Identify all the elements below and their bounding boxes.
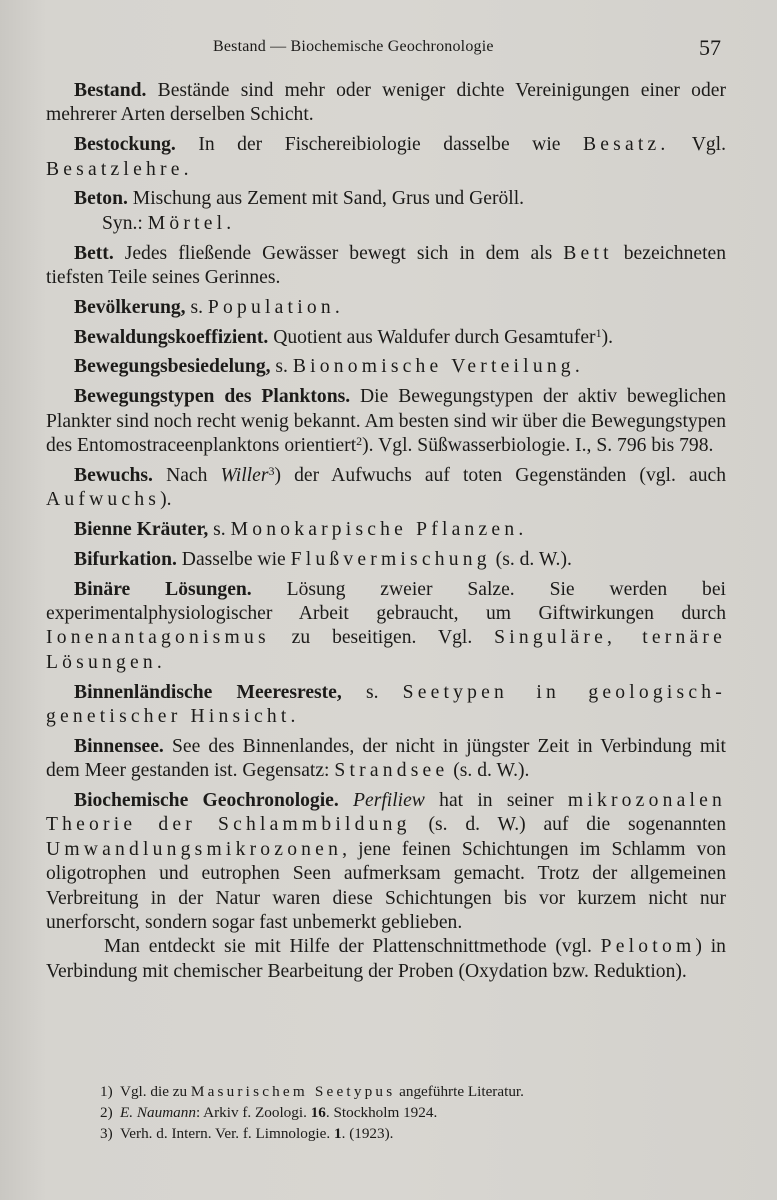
entry-bestand bbox=[46, 79, 726, 128]
definition: Man entdeckt sie mit Hilfe der Plattenschnittmethode (vgl. bbox=[104, 936, 601, 958]
definition: . bbox=[290, 706, 296, 728]
entry-binnensee bbox=[46, 735, 726, 784]
footnote-mark: 1) bbox=[100, 1083, 113, 1100]
definition: Lösung zweier Salze. Sie werden bei experimentalphysiologischer Arbeit gebraucht, um Giftwirkungen durch bbox=[46, 578, 726, 625]
footnote-text: . (1923). bbox=[341, 1125, 394, 1142]
lemma: Bett. bbox=[74, 242, 114, 264]
definition: s. bbox=[341, 681, 403, 703]
lemma: Binäre Lösungen. bbox=[74, 578, 252, 600]
definition: Bestände sind mehr oder weniger dichte Vereinigungen einer oder mehrerer Arten derselben Schicht. bbox=[46, 80, 726, 126]
cross-reference: Ionenantagonismus bbox=[46, 627, 270, 649]
lemma: Bewegungstypen des Planktons. bbox=[74, 386, 351, 408]
definition: . bbox=[226, 212, 232, 234]
definition: s. bbox=[208, 519, 231, 541]
lemma: Bestockung. bbox=[74, 134, 176, 156]
entry-bewegungstypen bbox=[46, 385, 726, 458]
footnote-mark: 2) bbox=[100, 1104, 113, 1121]
entry-beton bbox=[46, 187, 726, 236]
definition: hat in seiner bbox=[424, 790, 568, 812]
entry-bewegungsbesiedelung bbox=[46, 355, 726, 379]
definition: ). Vgl. Süßwasserbiologie. I., S. 796 bis 798. bbox=[362, 435, 714, 457]
page-header bbox=[0, 35, 777, 64]
author-name: Willer bbox=[220, 464, 269, 486]
volume-number: 1 bbox=[334, 1125, 342, 1142]
definition: Quotient aus Waldufer durch Gesamtufer bbox=[268, 326, 596, 348]
footnote bbox=[100, 1123, 740, 1144]
footnote-text: . Stockholm 1924. bbox=[325, 1104, 438, 1121]
lemma: Bifurkation. bbox=[74, 548, 177, 570]
definition: (s. d. W.). bbox=[448, 760, 530, 782]
footnote-text: Verh. d. Intern. Ver. f. Limnologie. bbox=[120, 1125, 334, 1142]
footnote bbox=[100, 1081, 740, 1102]
cross-reference: Aufwuchs bbox=[46, 489, 161, 511]
entry-bestockung bbox=[46, 133, 726, 182]
definition: See des Binnenlandes, der nicht in jüngster Zeit in Verbindung mit dem Meer gestanden ist. Gegensatz: bbox=[46, 735, 726, 782]
author-name: Perfiliew bbox=[353, 790, 425, 812]
cross-reference: Besatz. bbox=[583, 134, 670, 156]
definition: ). bbox=[160, 489, 172, 511]
definition: . bbox=[518, 519, 524, 541]
entry-bevoelkerung bbox=[46, 296, 726, 320]
footnote-text: Vgl. die zu bbox=[120, 1083, 191, 1100]
lemma: Binnensee. bbox=[74, 735, 164, 757]
entry-bewaldungskoeffizient bbox=[46, 326, 726, 350]
author-name: E. Naumann bbox=[120, 1104, 196, 1121]
lemma: Bienne Kräuter, bbox=[74, 519, 209, 541]
cross-reference: Masurischem Seetypus bbox=[190, 1083, 396, 1100]
entry-bett bbox=[46, 242, 726, 291]
footnote-ref: 3 bbox=[268, 463, 275, 478]
entry-binnenlaendische-meeresreste bbox=[46, 681, 726, 730]
cross-reference: Flußvermischung bbox=[290, 548, 491, 570]
definition: Mischung aus Zement mit Sand, Grus und Geröll. bbox=[127, 188, 525, 210]
entry-binaere-loesungen bbox=[46, 578, 726, 676]
definition: s. bbox=[270, 356, 293, 378]
cross-reference: Bett bbox=[563, 242, 613, 264]
footnote bbox=[100, 1102, 740, 1123]
cross-reference: Umwandlungsmikrozonen bbox=[46, 838, 343, 860]
cross-reference: Singuläre, ternäre Lösungen bbox=[46, 627, 727, 673]
cross-reference: mikrozonalen Theorie der Schlammbildung bbox=[46, 790, 727, 836]
definition: In der Fischereibiologie dasselbe wie bbox=[175, 134, 583, 156]
definition bbox=[339, 790, 353, 811]
lemma: Bewegungsbesiedelung, bbox=[74, 356, 271, 378]
definition: (s. d. W.). bbox=[490, 548, 572, 570]
cross-reference: Bionomische Verteilung bbox=[292, 356, 575, 378]
definition: , jene feinen Schichtungen im Schlamm von oligotrophen und eutrophen Seen aufmerksam gemacht. Trotz der allgemeinen Verbreitung in der Natur waren diese Schichtungen bis vor kurzem nicht nur unerforscht, sondern sogar fast unbemerkt geblieben. bbox=[46, 838, 726, 934]
lemma: Bestand. bbox=[74, 80, 147, 101]
definition: Nach bbox=[152, 464, 221, 486]
entry-bifurkation bbox=[46, 548, 726, 572]
lemma: Bewaldungskoeffizient. bbox=[74, 326, 269, 348]
footnotes bbox=[100, 1081, 740, 1144]
entry-bewuchs bbox=[46, 464, 726, 513]
lemma: Binnenländische Meeresreste, bbox=[74, 681, 342, 703]
running-head: Bestand — Biochemische Geochronologie bbox=[213, 38, 494, 55]
synonym: Mörtel bbox=[147, 212, 227, 234]
footnote-text: angeführte Literatur. bbox=[395, 1083, 524, 1100]
footnote-ref: 2 bbox=[356, 434, 363, 449]
definition: Jedes fließende Gewässer bewegt sich in dem als bbox=[113, 242, 564, 264]
volume-number: 16 bbox=[310, 1104, 326, 1121]
definition: ) in Verbindung mit chemischer Bearbeitung der Proben (Oxydation bzw. Reduktion). bbox=[46, 936, 726, 982]
definition: s. bbox=[185, 296, 208, 318]
definition: ). bbox=[601, 326, 613, 348]
definition: Vgl. bbox=[669, 134, 726, 156]
definition: Dasselbe wie bbox=[176, 548, 291, 570]
footnote-mark: 3) bbox=[100, 1125, 113, 1142]
footnote-text: : Arkiv f. Zoologi. bbox=[195, 1104, 311, 1121]
lemma: Bewuchs. bbox=[74, 464, 153, 486]
lemma: Biochemische Geochronologie. bbox=[74, 790, 339, 812]
definition: ) der Aufwuchs auf toten Gegenständen (vgl. auch bbox=[274, 464, 726, 486]
definition: . bbox=[334, 296, 340, 318]
entry-biochemische-geochronologie bbox=[46, 789, 726, 984]
cross-reference: Pelotom bbox=[600, 936, 696, 958]
definition: . bbox=[183, 158, 189, 180]
cross-reference: Besatzlehre bbox=[46, 158, 184, 180]
definition: (s. d. W.) auf die sogenannten bbox=[410, 814, 726, 836]
page-number: 57 bbox=[699, 35, 721, 60]
definition: zu beseitigen. Vgl. bbox=[269, 627, 495, 649]
synonym-label: Syn.: bbox=[102, 212, 148, 234]
dictionary-body bbox=[46, 79, 726, 990]
definition: . bbox=[574, 356, 580, 378]
cross-reference: Seetypen in geologisch-genetischer Hinsicht bbox=[46, 681, 727, 728]
footnote-ref: 1 bbox=[595, 325, 602, 340]
lemma: Bevölkerung, bbox=[74, 296, 186, 318]
cross-reference: Monokarpische Pflanzen bbox=[230, 519, 519, 541]
entry-bienne bbox=[46, 518, 726, 542]
definition: Die Bewegungstypen der aktiv beweglichen Plankter sind noch recht wenig bekannt. Am besten sind wir über die Bewegungstypen des Entomostraceenplanktons orientiert bbox=[46, 386, 726, 457]
cross-reference: Population bbox=[207, 296, 335, 318]
definition: bezeichneten tiefsten Teile seines Gerinnes. bbox=[46, 242, 727, 289]
definition: . bbox=[156, 651, 162, 673]
cross-reference: Strandsee bbox=[334, 760, 449, 782]
lemma: Beton. bbox=[74, 188, 128, 210]
